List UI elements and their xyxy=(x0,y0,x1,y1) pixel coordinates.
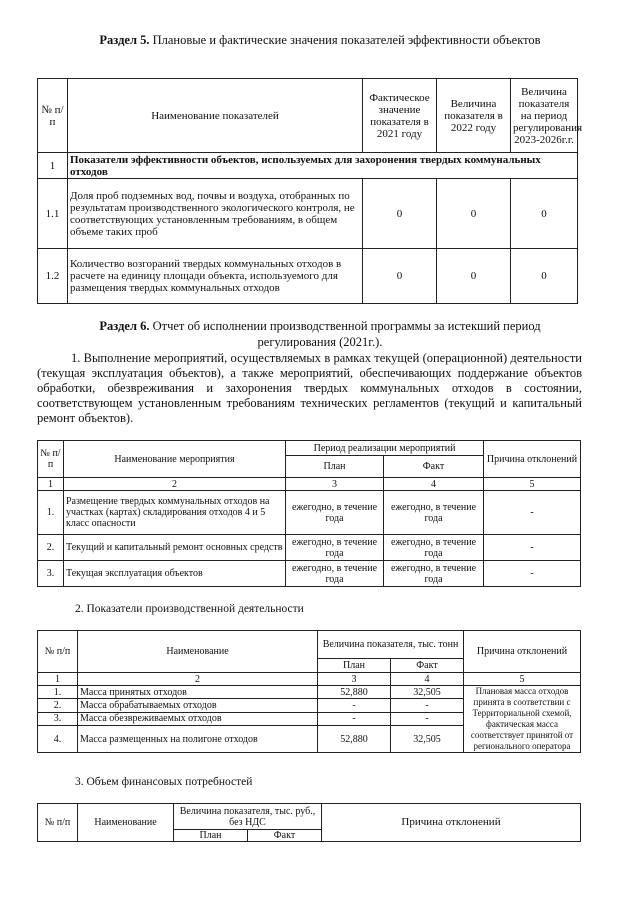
measures-table xyxy=(37,440,581,587)
row-num: 1. xyxy=(38,491,64,535)
efficiency-header-row xyxy=(38,79,578,153)
row-name: Доля проб подземных вод, почвы и воздуха, отобранных по результатам производственного экологического контроля, не соответствующих установленным требованиям, в общем объеме таких проб xyxy=(68,179,363,249)
production-table xyxy=(37,630,581,753)
section6-heading xyxy=(40,318,600,350)
col-name-header: Наименование xyxy=(78,631,318,673)
row-name: Масса обезвреживаемых отходов xyxy=(78,712,318,725)
row-plan: 52,880 xyxy=(318,726,391,753)
row-name: Масса размещенных на полигоне отходов xyxy=(78,726,318,753)
index-cell: 3 xyxy=(318,673,391,686)
col-num-header: № п/п xyxy=(38,631,78,673)
col-plan-header: План xyxy=(174,830,248,842)
row-num: 1.2 xyxy=(38,249,68,304)
col-fact-header: Факт xyxy=(384,456,484,478)
measures-header-row xyxy=(38,441,581,456)
row-num: 1.1 xyxy=(38,179,68,249)
finance-header-row xyxy=(38,804,581,830)
section5-heading xyxy=(40,32,600,48)
row-fact: 32,505 xyxy=(391,686,464,699)
finance-table xyxy=(37,803,581,842)
col-name-header: Наименование показателей xyxy=(68,79,363,153)
row-name: Масса принятых отходов xyxy=(78,686,318,699)
row-reason: - xyxy=(484,491,581,535)
row-plan: - xyxy=(318,712,391,725)
index-cell: 3 xyxy=(286,478,384,491)
col-reason-header: Причина отклонений xyxy=(322,804,581,842)
table-row xyxy=(38,561,581,587)
row-num: 3. xyxy=(38,712,78,725)
efficiency-table xyxy=(37,78,583,304)
row-value-2022: 0 xyxy=(437,249,511,304)
section6-paragraph: 1. Выполнение мероприятий, осуществляемых в рамках текущей (операционной) деятельности (текущая эксплуатация объектов), а также мероприятий, обеспечивающих поддержание объектов обработки, обезвреживания и захоронения твердых коммунальных отходов в состоянии, соответствующем установленным требованиям технических регламентов (текущий и капитальный ремонт объектов). xyxy=(37,351,582,425)
index-cell: 1 xyxy=(38,673,78,686)
index-cell: 2 xyxy=(64,478,286,491)
section6-title-line1: Отчет об исполнении производственной программы за истекший период xyxy=(149,319,541,333)
col-fact2021-header: Фактическое значение показателя в 2021 году xyxy=(363,79,437,153)
col-val2022-header: Величина показателя в 2022 году xyxy=(437,79,511,153)
col-period-header: Величина показателя на период регулирования 2023-2026г.г. xyxy=(511,79,578,153)
index-cell: 4 xyxy=(391,673,464,686)
row-fact: ежегодно, в течение года xyxy=(384,491,484,535)
finance-heading: 3. Объем финансовых потребностей xyxy=(75,776,253,788)
section6-label: Раздел 6. xyxy=(99,319,150,333)
row-fact: ежегодно, в течение года xyxy=(384,535,484,561)
table-row xyxy=(38,686,581,699)
row-num: 2. xyxy=(38,699,78,712)
section5-title: Плановые и фактические значения показателей эффективности объектов xyxy=(149,33,541,47)
row-num: 1. xyxy=(38,686,78,699)
table-row xyxy=(38,535,581,561)
production-heading: 2. Показатели производственной деятельности xyxy=(75,603,304,615)
row-fact: - xyxy=(391,699,464,712)
col-num-header: № п/ п xyxy=(38,441,64,478)
row-fact: - xyxy=(391,712,464,725)
col-reason-header: Причина отклонений xyxy=(484,441,581,478)
row-value-2021: 0 xyxy=(363,179,437,249)
row-num: 4. xyxy=(38,726,78,753)
index-cell: 5 xyxy=(484,478,581,491)
col-value-header: Величина показателя, тыс. руб., без НДС xyxy=(174,804,322,830)
col-fact-header: Факт xyxy=(248,830,322,842)
production-header-row xyxy=(38,631,581,659)
row-plan: 52,880 xyxy=(318,686,391,699)
row-num: 2. xyxy=(38,535,64,561)
group-title: Показатели эффективности объектов, используемых для захоронения твердых коммунальных отходов xyxy=(68,153,578,179)
index-row xyxy=(38,478,581,491)
index-cell: 4 xyxy=(384,478,484,491)
col-value-header: Величина показателя, тыс. тонн xyxy=(318,631,464,659)
col-plan-header: План xyxy=(286,456,384,478)
index-cell: 2 xyxy=(78,673,318,686)
row-reason: - xyxy=(484,561,581,587)
col-name-header: Наименование мероприятия xyxy=(64,441,286,478)
index-cell: 5 xyxy=(464,673,581,686)
table-row xyxy=(38,491,581,535)
col-num-header: № п/п xyxy=(38,804,78,842)
row-fact: ежегодно, в течение года xyxy=(384,561,484,587)
row-reason: - xyxy=(484,535,581,561)
row-plan: - xyxy=(318,699,391,712)
row-value-period: 0 xyxy=(511,249,578,304)
reason-note: Плановая масса отходов принята в соответствии с Территориальной схемой, фактическая масса соответствует принятой от регионального оператора xyxy=(464,686,581,753)
row-num: 3. xyxy=(38,561,64,587)
row-plan: ежегодно, в течение года xyxy=(286,535,384,561)
col-plan-header: План xyxy=(318,659,391,673)
row-plan: ежегодно, в течение года xyxy=(286,491,384,535)
col-name-header: Наименование xyxy=(78,804,174,842)
row-name: Масса обрабатываемых отходов xyxy=(78,699,318,712)
row-value-2021: 0 xyxy=(363,249,437,304)
row-value-2022: 0 xyxy=(437,179,511,249)
row-fact: 32,505 xyxy=(391,726,464,753)
row-name: Текущий и капитальный ремонт основных средств xyxy=(64,535,286,561)
col-reason-header: Причина отклонений xyxy=(464,631,581,673)
section5-label: Раздел 5. xyxy=(99,33,150,47)
row-plan: ежегодно, в течение года xyxy=(286,561,384,587)
col-period-header: Период реализации мероприятий xyxy=(286,441,484,456)
row-name: Количество возгораний твердых коммунальных отходов в расчете на единицу площади объекта, используемого для размещения твердых коммунальных отходов xyxy=(68,249,363,304)
section6-title-line2: регулирования (2021г.). xyxy=(257,335,383,349)
index-cell: 1 xyxy=(38,478,64,491)
index-row xyxy=(38,673,581,686)
row-name: Размещение твердых коммунальных отходов на участках (картах) складирования отходов 4 и 5 класс опасности xyxy=(64,491,286,535)
table-row xyxy=(38,179,578,249)
group-row xyxy=(38,153,578,179)
col-fact-header: Факт xyxy=(391,659,464,673)
group-num: 1 xyxy=(38,153,68,179)
row-value-period: 0 xyxy=(511,179,578,249)
table-row xyxy=(38,249,578,304)
col-num-header: № п/п xyxy=(38,79,68,153)
row-name: Текущая эксплуатация объектов xyxy=(64,561,286,587)
